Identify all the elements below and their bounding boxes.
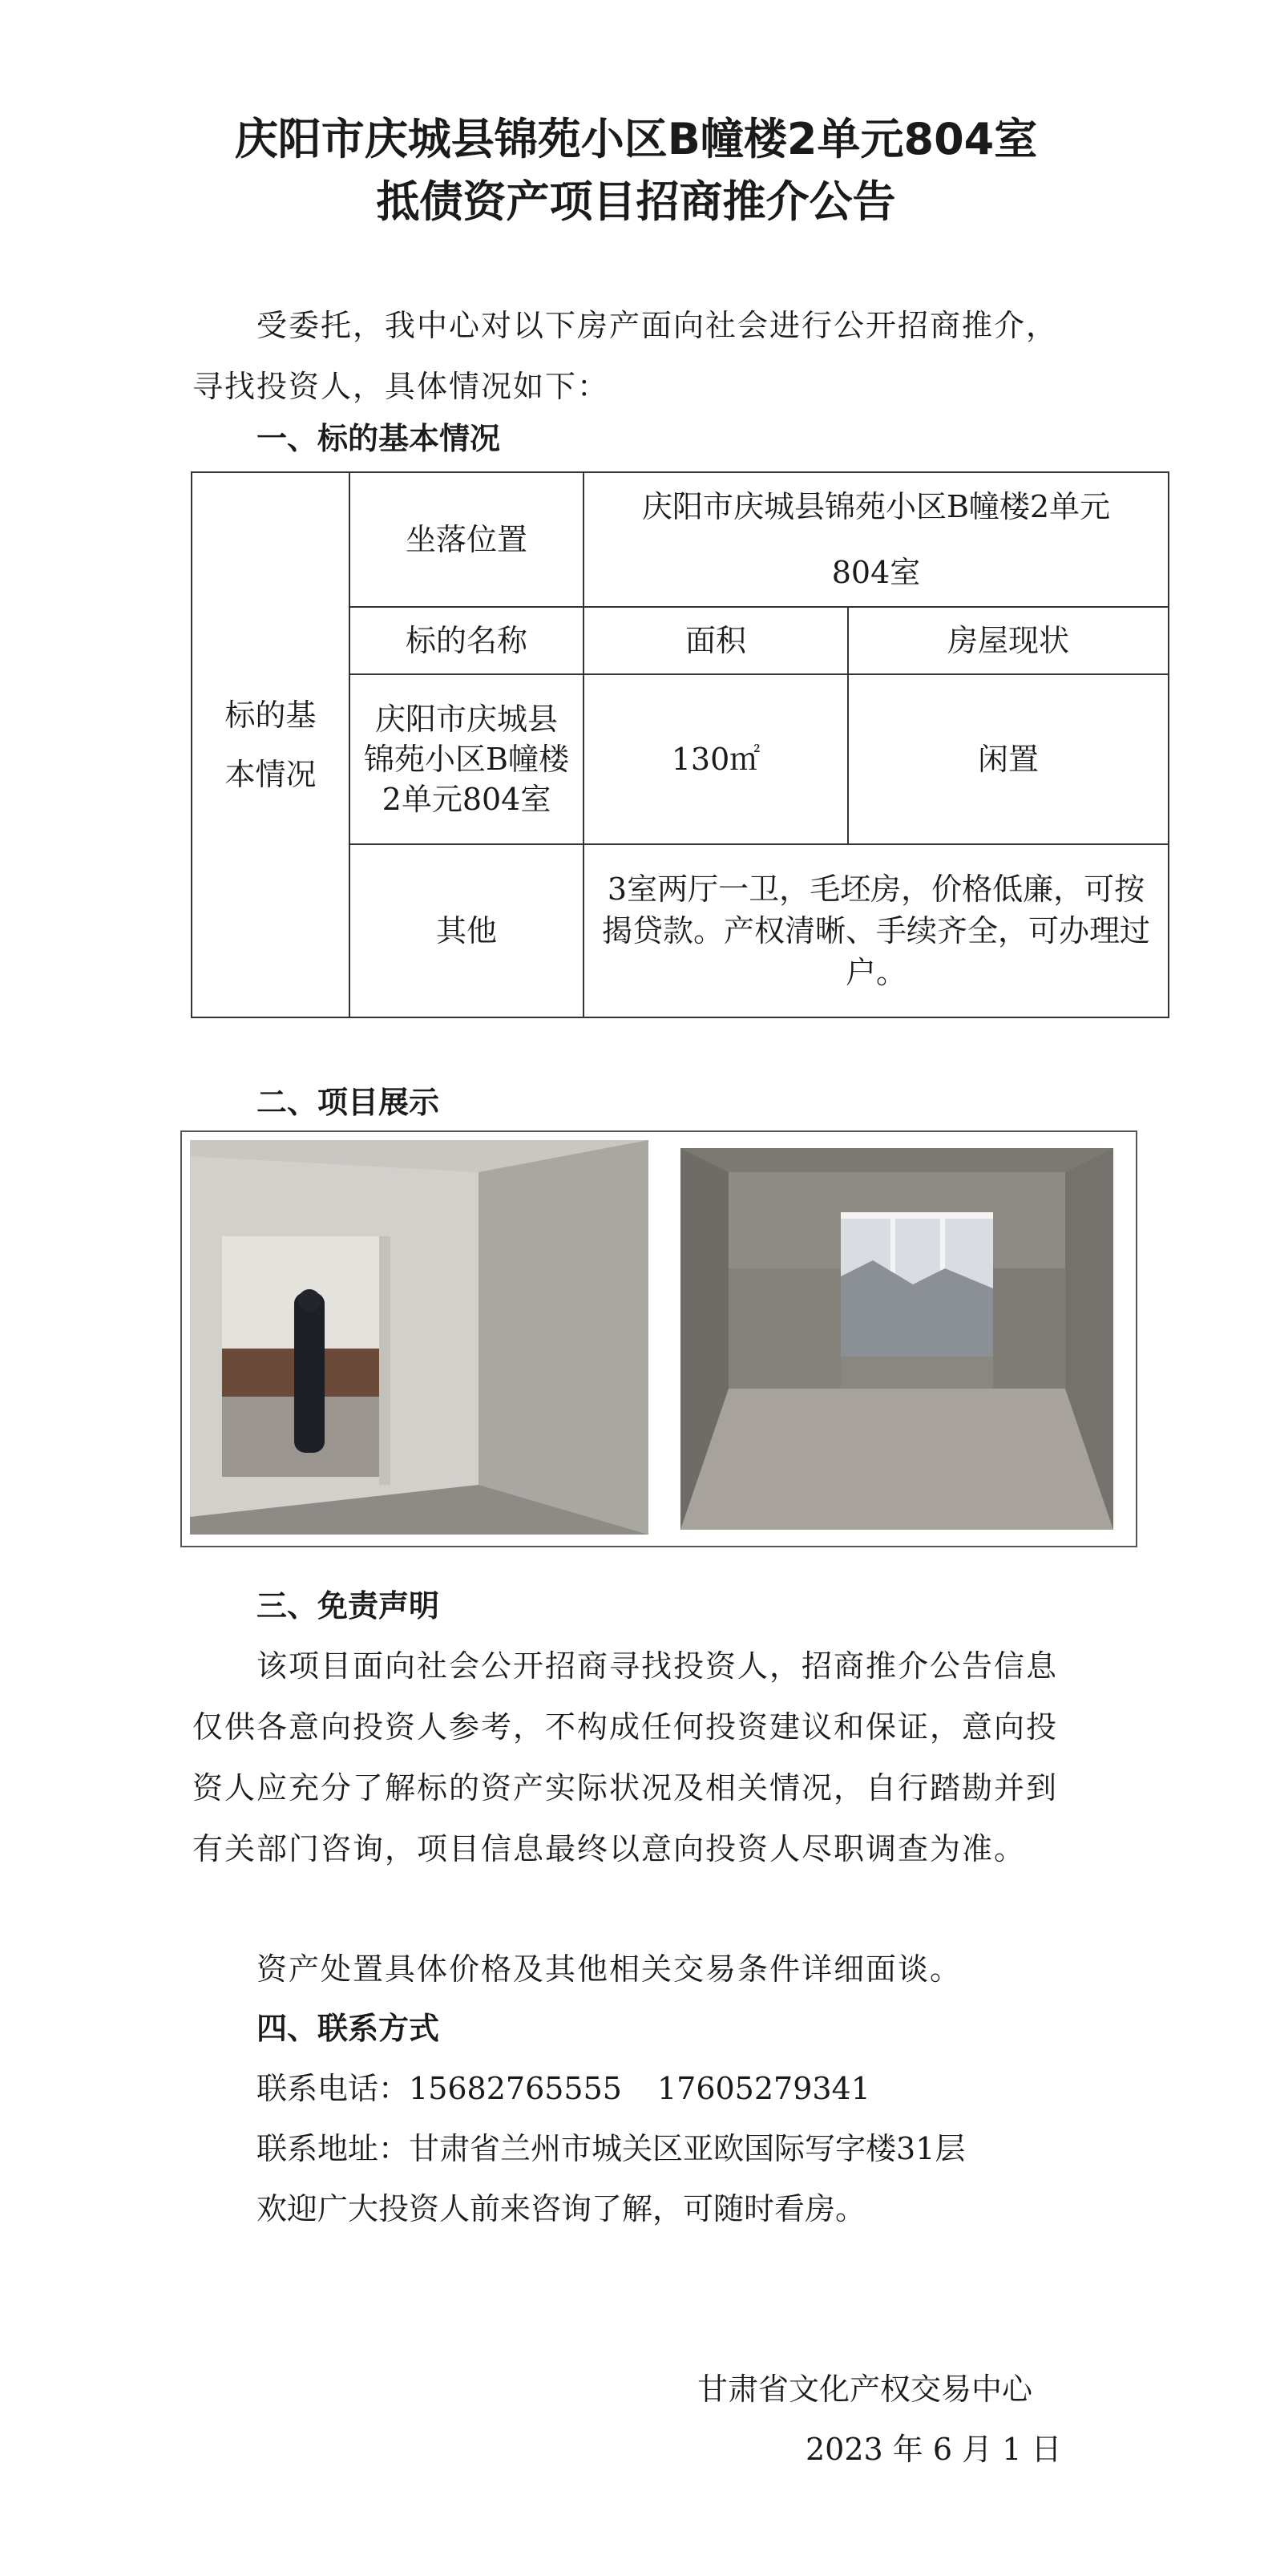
disclaimer-paragraph: 该项目面向社会公开招商寻找投资人，招商推介公告信息仅供各意向投资人参考，不构成任何投资建议和保证，意向投资人应充分了解标的资产实际状况及相关情况，自行踏勘并到有关部门咨询，项目信息最终以意向投资人尽职调查为准。 [192, 1648, 1059, 1866]
phone-number-1: 15682765555 [409, 2071, 622, 2106]
welcome-text: 欢迎广大投资人前来咨询了解，可随时看房。 [256, 2191, 866, 2226]
issue-date: 2023 年 6 月 1 日 [806, 2432, 1062, 2467]
other-label: 其他 [349, 844, 584, 1017]
location-label: 坐落位置 [349, 472, 584, 607]
name-value: 庆阳市庆城县锦苑小区B幢楼2单元804室 [349, 674, 584, 844]
section-heading-contact: 四、联系方式 [256, 2011, 440, 2046]
group-label: 标的基本情况 [224, 698, 317, 792]
phone-number-2: 17605279341 [656, 2071, 870, 2106]
room-photo-1 [190, 1140, 648, 1535]
room-photo-2 [680, 1148, 1113, 1530]
photo-gallery [180, 1130, 1137, 1547]
address-value: 甘肃省兰州市城关区亚欧国际写字楼31层 [409, 2131, 966, 2166]
area-value: 130㎡ [584, 674, 848, 844]
location-value: 庆阳市庆城县锦苑小区B幢楼2单元804室 [584, 472, 1169, 607]
other-value: 3室两厅一卫，毛坯房，价格低廉，可按揭贷款。产权清晰、手续齐全，可办理过户。 [584, 844, 1169, 1017]
contact-phone-row [256, 2068, 870, 2109]
status-value: 闲置 [848, 674, 1169, 844]
group-label-cell [192, 472, 349, 1017]
column-header-status: 房屋现状 [848, 607, 1169, 674]
intro-paragraph: 受委托，我中心对以下房产面向社会进行公开招商推介，寻找投资人，具体情况如下： [192, 308, 1059, 404]
page-title-line-2: 抵债资产项目招商推介公告 [376, 176, 896, 227]
section-heading-project-display: 二、项目展示 [256, 1085, 440, 1120]
address-label: 联系地址： [256, 2131, 410, 2166]
section-heading-disclaimer: 三、免责声明 [256, 1588, 440, 1624]
page-title-line-1: 庆阳市庆城县锦苑小区B幢楼2单元804室 [234, 114, 1038, 164]
column-header-name: 标的名称 [349, 607, 584, 674]
contact-address-row [256, 2129, 965, 2169]
issuing-organization: 甘肃省文化产权交易中心 [697, 2372, 1033, 2407]
section-heading-basic-info: 一、标的基本情况 [256, 421, 501, 456]
phone-label: 联系电话： [256, 2071, 410, 2106]
column-header-area: 面积 [584, 607, 848, 674]
basic-info-table [191, 471, 1169, 1018]
negotiation-paragraph: 资产处置具体价格及其他相关交易条件详细面谈。 [256, 1951, 963, 1987]
